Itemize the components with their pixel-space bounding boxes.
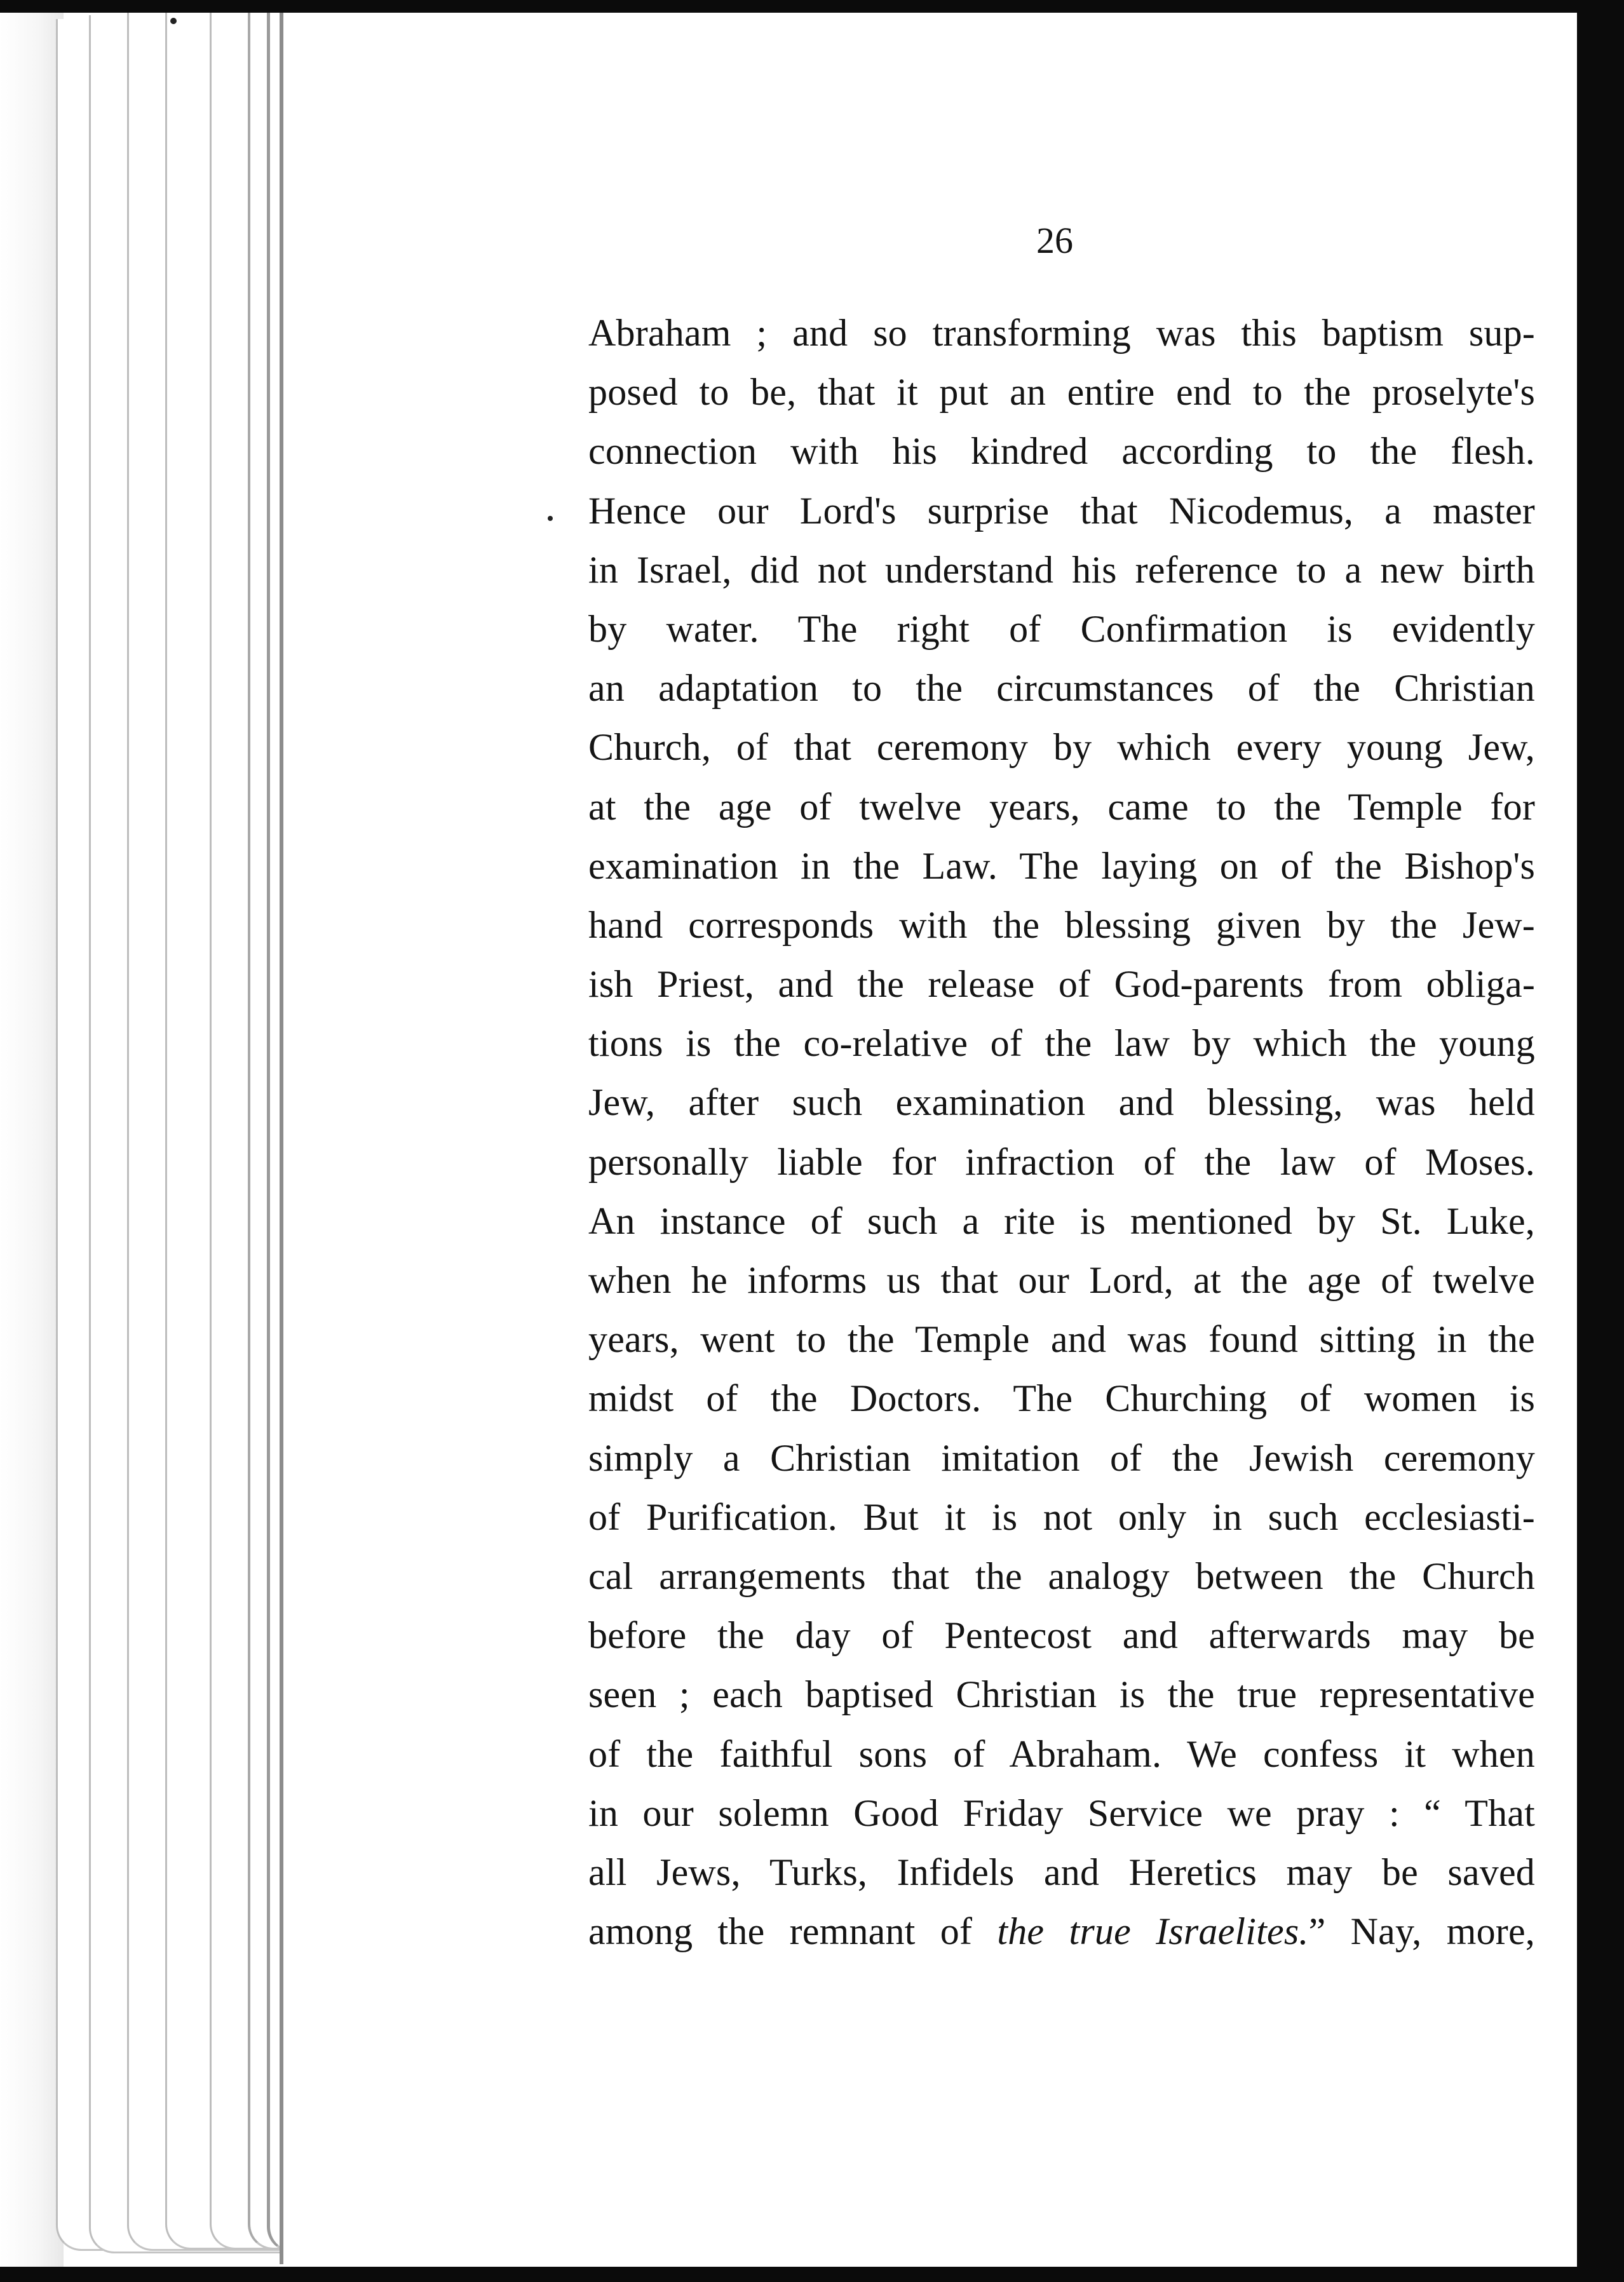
scan-gutter <box>0 0 64 2282</box>
text-line: personally liable for infraction of the law of Moses. <box>588 1140 1535 1183</box>
text-line: years, went to the Temple and was found sitting in the <box>588 1318 1535 1361</box>
text-line: by water. The right of Confirmation is evidently <box>588 607 1535 650</box>
speck <box>170 18 177 24</box>
text-line: tions is the co-relative of the law by which the young <box>588 1022 1535 1065</box>
text-line: Abraham ; and so transforming was this baptism sup- <box>588 312 1535 354</box>
text-line: connection with his kindred according to the flesh. <box>588 430 1535 473</box>
text-line: Hence our Lord's surprise that Nicodemus, a master <box>588 489 1535 532</box>
speck <box>548 516 553 521</box>
text-line: in Israel, did not understand his reference to a new birth <box>588 548 1535 591</box>
text-line: Jew, after such examination and blessing, was held <box>588 1081 1535 1124</box>
text-segment: among the remnant of <box>588 1910 998 1953</box>
text-line-last <box>588 1902 1535 1961</box>
text-line: simply a Christian imitation of the Jewish ceremony <box>588 1436 1535 1479</box>
text-line: examination in the Law. The laying on of the Bishop's <box>588 844 1535 887</box>
text-line: seen ; each baptised Christian is the true representative <box>588 1673 1535 1716</box>
text-line: at the age of twelve years, came to the Temple for <box>588 785 1535 828</box>
text-line: Church, of that ceremony by which every young Jew, <box>588 726 1535 769</box>
text-line: ish Priest, and the release of God-parents from obliga- <box>588 963 1535 1006</box>
scan-border-bottom <box>0 2267 1624 2282</box>
text-line: before the day of Pentecost and afterwards may be <box>588 1614 1535 1657</box>
text-line: of the faithful sons of Abraham. We confess it when <box>588 1732 1535 1775</box>
scan-border-top <box>0 0 1624 13</box>
text-line: An instance of such a rite is mentioned by St. Luke, <box>588 1199 1535 1242</box>
text-line: cal arrangements that the analogy between the Church <box>588 1555 1535 1597</box>
text-line: in our solemn Good Friday Service we pray : “ That <box>588 1792 1535 1834</box>
text-segment: ” Nay, more, <box>1308 1910 1535 1953</box>
text-line: posed to be, that it put an entire end to the proselyte's <box>588 371 1535 414</box>
body-text <box>588 304 1535 1961</box>
scan-border-right <box>1577 0 1624 2282</box>
text-line: an adaptation to the circumstances of the Christian <box>588 667 1535 710</box>
page-number: 26 <box>1036 220 1073 261</box>
text-line: all Jews, Turks, Infidels and Heretics may be saved <box>588 1851 1535 1893</box>
text-line: of Purification. But it is not only in such ecclesiasti- <box>588 1495 1535 1538</box>
text-line: midst of the Doctors. The Churching of women is <box>588 1377 1535 1420</box>
text-line: hand corresponds with the blessing given by the Jew- <box>588 903 1535 946</box>
italic-text: the true Israelites. <box>997 1910 1309 1953</box>
text-line: when he informs us that our Lord, at the age of twelve <box>588 1259 1535 1301</box>
